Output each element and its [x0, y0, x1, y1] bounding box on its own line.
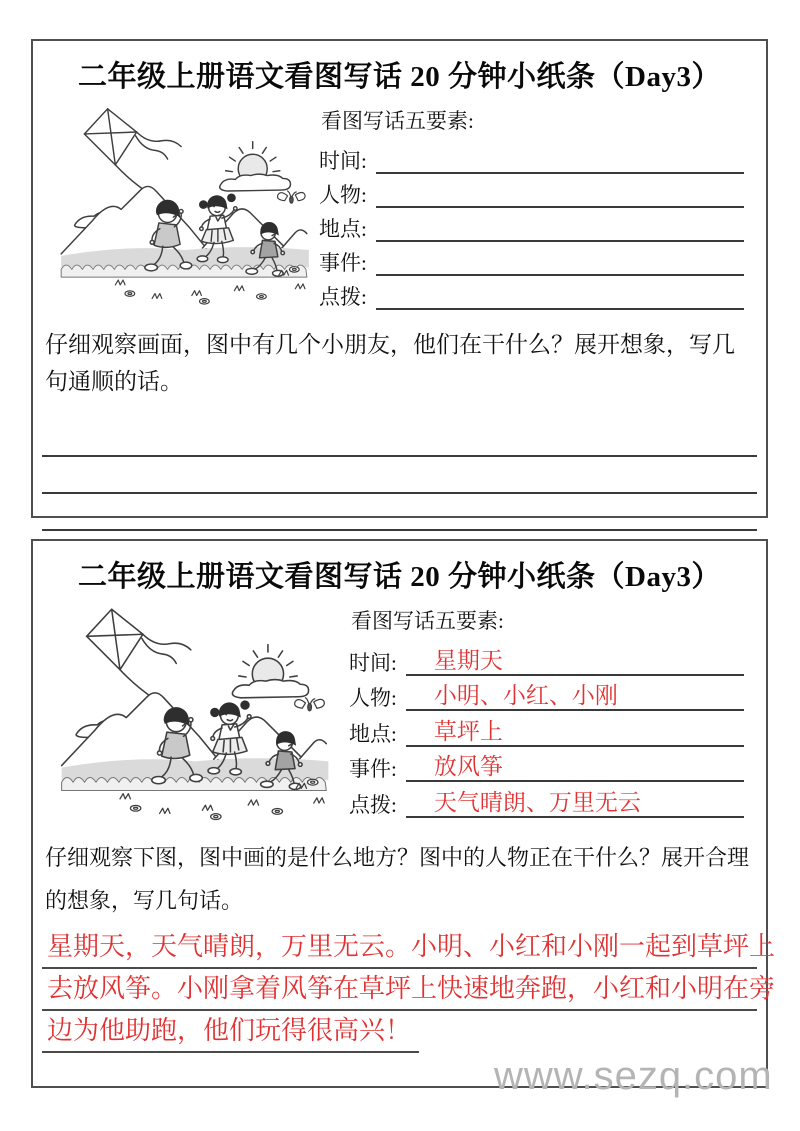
five-elements-form: [319, 103, 744, 311]
kite-illustration: [49, 603, 341, 827]
sample-answer-line: 星期天，天气晴朗，万里无云。小明、小红和小刚一起到草坪上: [42, 927, 757, 969]
kite-illustration: [59, 103, 311, 311]
sample-answer-line: 边为他助跑，他们玩得很高兴！: [42, 1011, 419, 1053]
exercise-instruction: 仔细观察画面，图中有几个小朋友，他们在干什么？展开想象，写几句通顺的话。: [45, 332, 735, 394]
field-row-event: [349, 747, 744, 783]
writing-line: [42, 494, 757, 531]
field-row-place: [319, 208, 744, 242]
field-label-time: 时间:: [349, 650, 397, 675]
field-line-time: [406, 638, 744, 676]
field-label-place: 地点:: [319, 217, 367, 241]
field-line-event: [376, 240, 744, 276]
writing-line: [42, 457, 757, 494]
worksheet-title: 二年级上册语文看图写话 20 分钟小纸条（Day3）: [78, 61, 721, 93]
five-elements-form: [349, 603, 744, 827]
field-line-people: [376, 172, 744, 208]
field-label-time: 时间:: [319, 149, 367, 173]
field-row-people: [349, 676, 744, 712]
field-row-hint: [319, 276, 744, 310]
field-label-people: 人物:: [319, 183, 367, 207]
worksheet-title: 二年级上册语文看图写话 20 分钟小纸条（Day3）: [78, 561, 721, 593]
field-row-event: [319, 242, 744, 276]
content-row: [33, 603, 766, 827]
field-line-people: [406, 674, 744, 712]
field-line-event: [406, 745, 744, 783]
content-row: [33, 103, 766, 311]
exercise-instruction: 仔细观察下图，图中画的是什么地方？图中的人物正在干什么？展开合理的想象，写几句话。: [45, 845, 750, 913]
sample-answer-line: 去放风筝。小刚拿着风筝在草坪上快速地奔跑，小红和小明在旁: [42, 969, 757, 1011]
writing-line: [42, 420, 757, 457]
five-elements-heading: 看图写话五要素:: [321, 109, 474, 133]
field-answer-people: 小明、小红、小刚: [433, 683, 618, 708]
field-label-event: 事件:: [349, 757, 397, 781]
field-label-hint: 点拨:: [349, 792, 397, 817]
field-label-place: 地点:: [349, 721, 397, 746]
field-row-people: [319, 174, 744, 208]
field-answer-place: 草坪上: [433, 718, 503, 744]
field-line-time: [376, 138, 744, 174]
field-row-place: [349, 711, 744, 747]
field-label-people: 人物:: [349, 686, 397, 710]
field-answer-event: 放风筝: [433, 754, 503, 779]
field-label-event: 事件:: [319, 251, 367, 275]
field-row-time: [319, 140, 744, 174]
site-watermark: www.sezq.com: [494, 1054, 773, 1098]
sample-answer: [42, 927, 776, 1053]
worksheet-card-answered: [31, 539, 776, 1088]
field-line-hint: [376, 274, 744, 310]
field-row-time: [349, 640, 744, 676]
field-answer-hint: 天气晴朗、万里无云: [433, 789, 641, 815]
worksheet-card-blank: [31, 39, 768, 518]
field-row-hint: [349, 782, 744, 818]
five-elements-heading: 看图写话五要素:: [351, 609, 504, 633]
writing-lines: [42, 420, 757, 531]
field-answer-time: 星期天: [433, 647, 503, 673]
field-line-place: [406, 709, 744, 747]
field-line-hint: [406, 780, 744, 818]
field-line-place: [376, 206, 744, 242]
field-label-hint: 点拨:: [319, 285, 367, 309]
